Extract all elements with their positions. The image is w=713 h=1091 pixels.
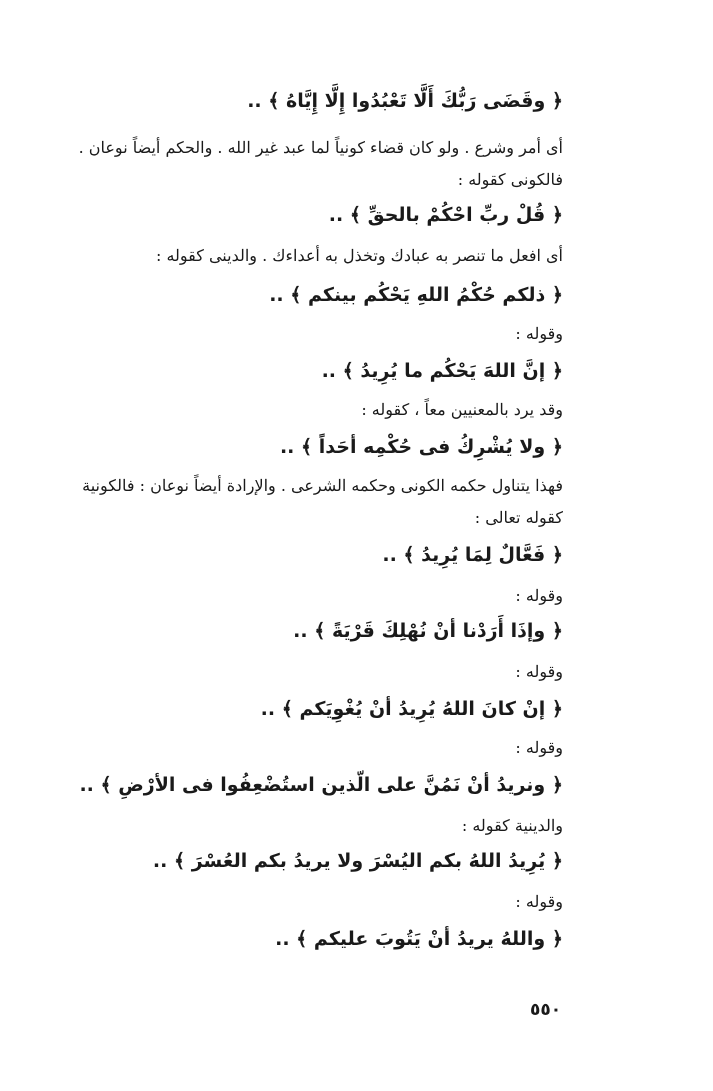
verse-line-8: ﴿ إنْ كانَ اللهُ يُرِيدُ أنْ يُغْوِيَكم ﴾ .. (260, 698, 563, 720)
verse-line-5: ﴿ ولا يُشْرِكُ فى حُكْمِه أحَداً ﴾ .. (279, 436, 563, 458)
prose-line-12: وقوله : (515, 892, 563, 911)
prose-line-8: وقوله : (515, 586, 563, 605)
prose-line-6: فهذا يتناول حكمه الكونى وحكمه الشرعى . والإرادة أيضاً نوعان : فالكونية (82, 476, 563, 495)
prose-line-11: والدينية كقوله : (461, 816, 563, 835)
prose-line-1: أى أمر وشرع . ولو كان قضاء كونياً لما عبد غير الله . والحكم أيضاً نوعان . (78, 138, 563, 157)
verse-line-2: ﴿ قُلْ ربِّ احْكُمْ بالحقِّ ﴾ .. (328, 204, 563, 226)
prose-line-5: وقد يرد بالمعنيين معاً ، كقوله : (361, 400, 563, 419)
verse-line-9: ﴿ ونريدُ أنْ نَمُنَّ على الّذين استُضْعِفُوا فى الأرْضِ ﴾ .. (79, 774, 563, 796)
verse-line-3: ﴿ ذلكم حُكْمُ اللهِ يَحْكُم بينكم ﴾ .. (269, 284, 563, 306)
verse-line-7: ﴿ وإذَا أَرَدْنا أنْ نُهْلِكَ قَرْيَةً ﴾ .. (293, 620, 563, 642)
verse-line-1: ﴿ وقَضَى رَبُّكَ أَلَّا تَعْبُدُوا إِلَّا إِيَّاهُ ﴾ .. (247, 90, 563, 112)
prose-line-2: فالكونى كقوله : (457, 170, 563, 189)
verse-line-4: ﴿ إنَّ اللهَ يَحْكُم ما يُرِيدُ ﴾ .. (321, 360, 563, 382)
prose-line-3: أى افعل ما تنصر به عبادك وتخذل به أعداءك . والدينى كقوله : (155, 246, 563, 265)
verse-line-11: ﴿ واللهُ يريدُ أنْ يَتُوبَ عليكم ﴾ .. (275, 928, 563, 950)
prose-line-9: وقوله : (515, 662, 563, 681)
verse-line-10: ﴿ يُرِيدُ اللهُ بكم اليُسْرَ ولا يريدُ بكم العُسْرَ ﴾ .. (152, 850, 563, 872)
prose-line-10: وقوله : (515, 738, 563, 757)
page-number: ٥٥٠ (530, 1000, 562, 1020)
verse-line-6: ﴿ فَعَّالٌ لِمَا يُرِيدُ ﴾ .. (382, 544, 563, 566)
prose-line-4: وقوله : (515, 324, 563, 343)
prose-line-7: كقوله تعالى : (474, 508, 563, 527)
